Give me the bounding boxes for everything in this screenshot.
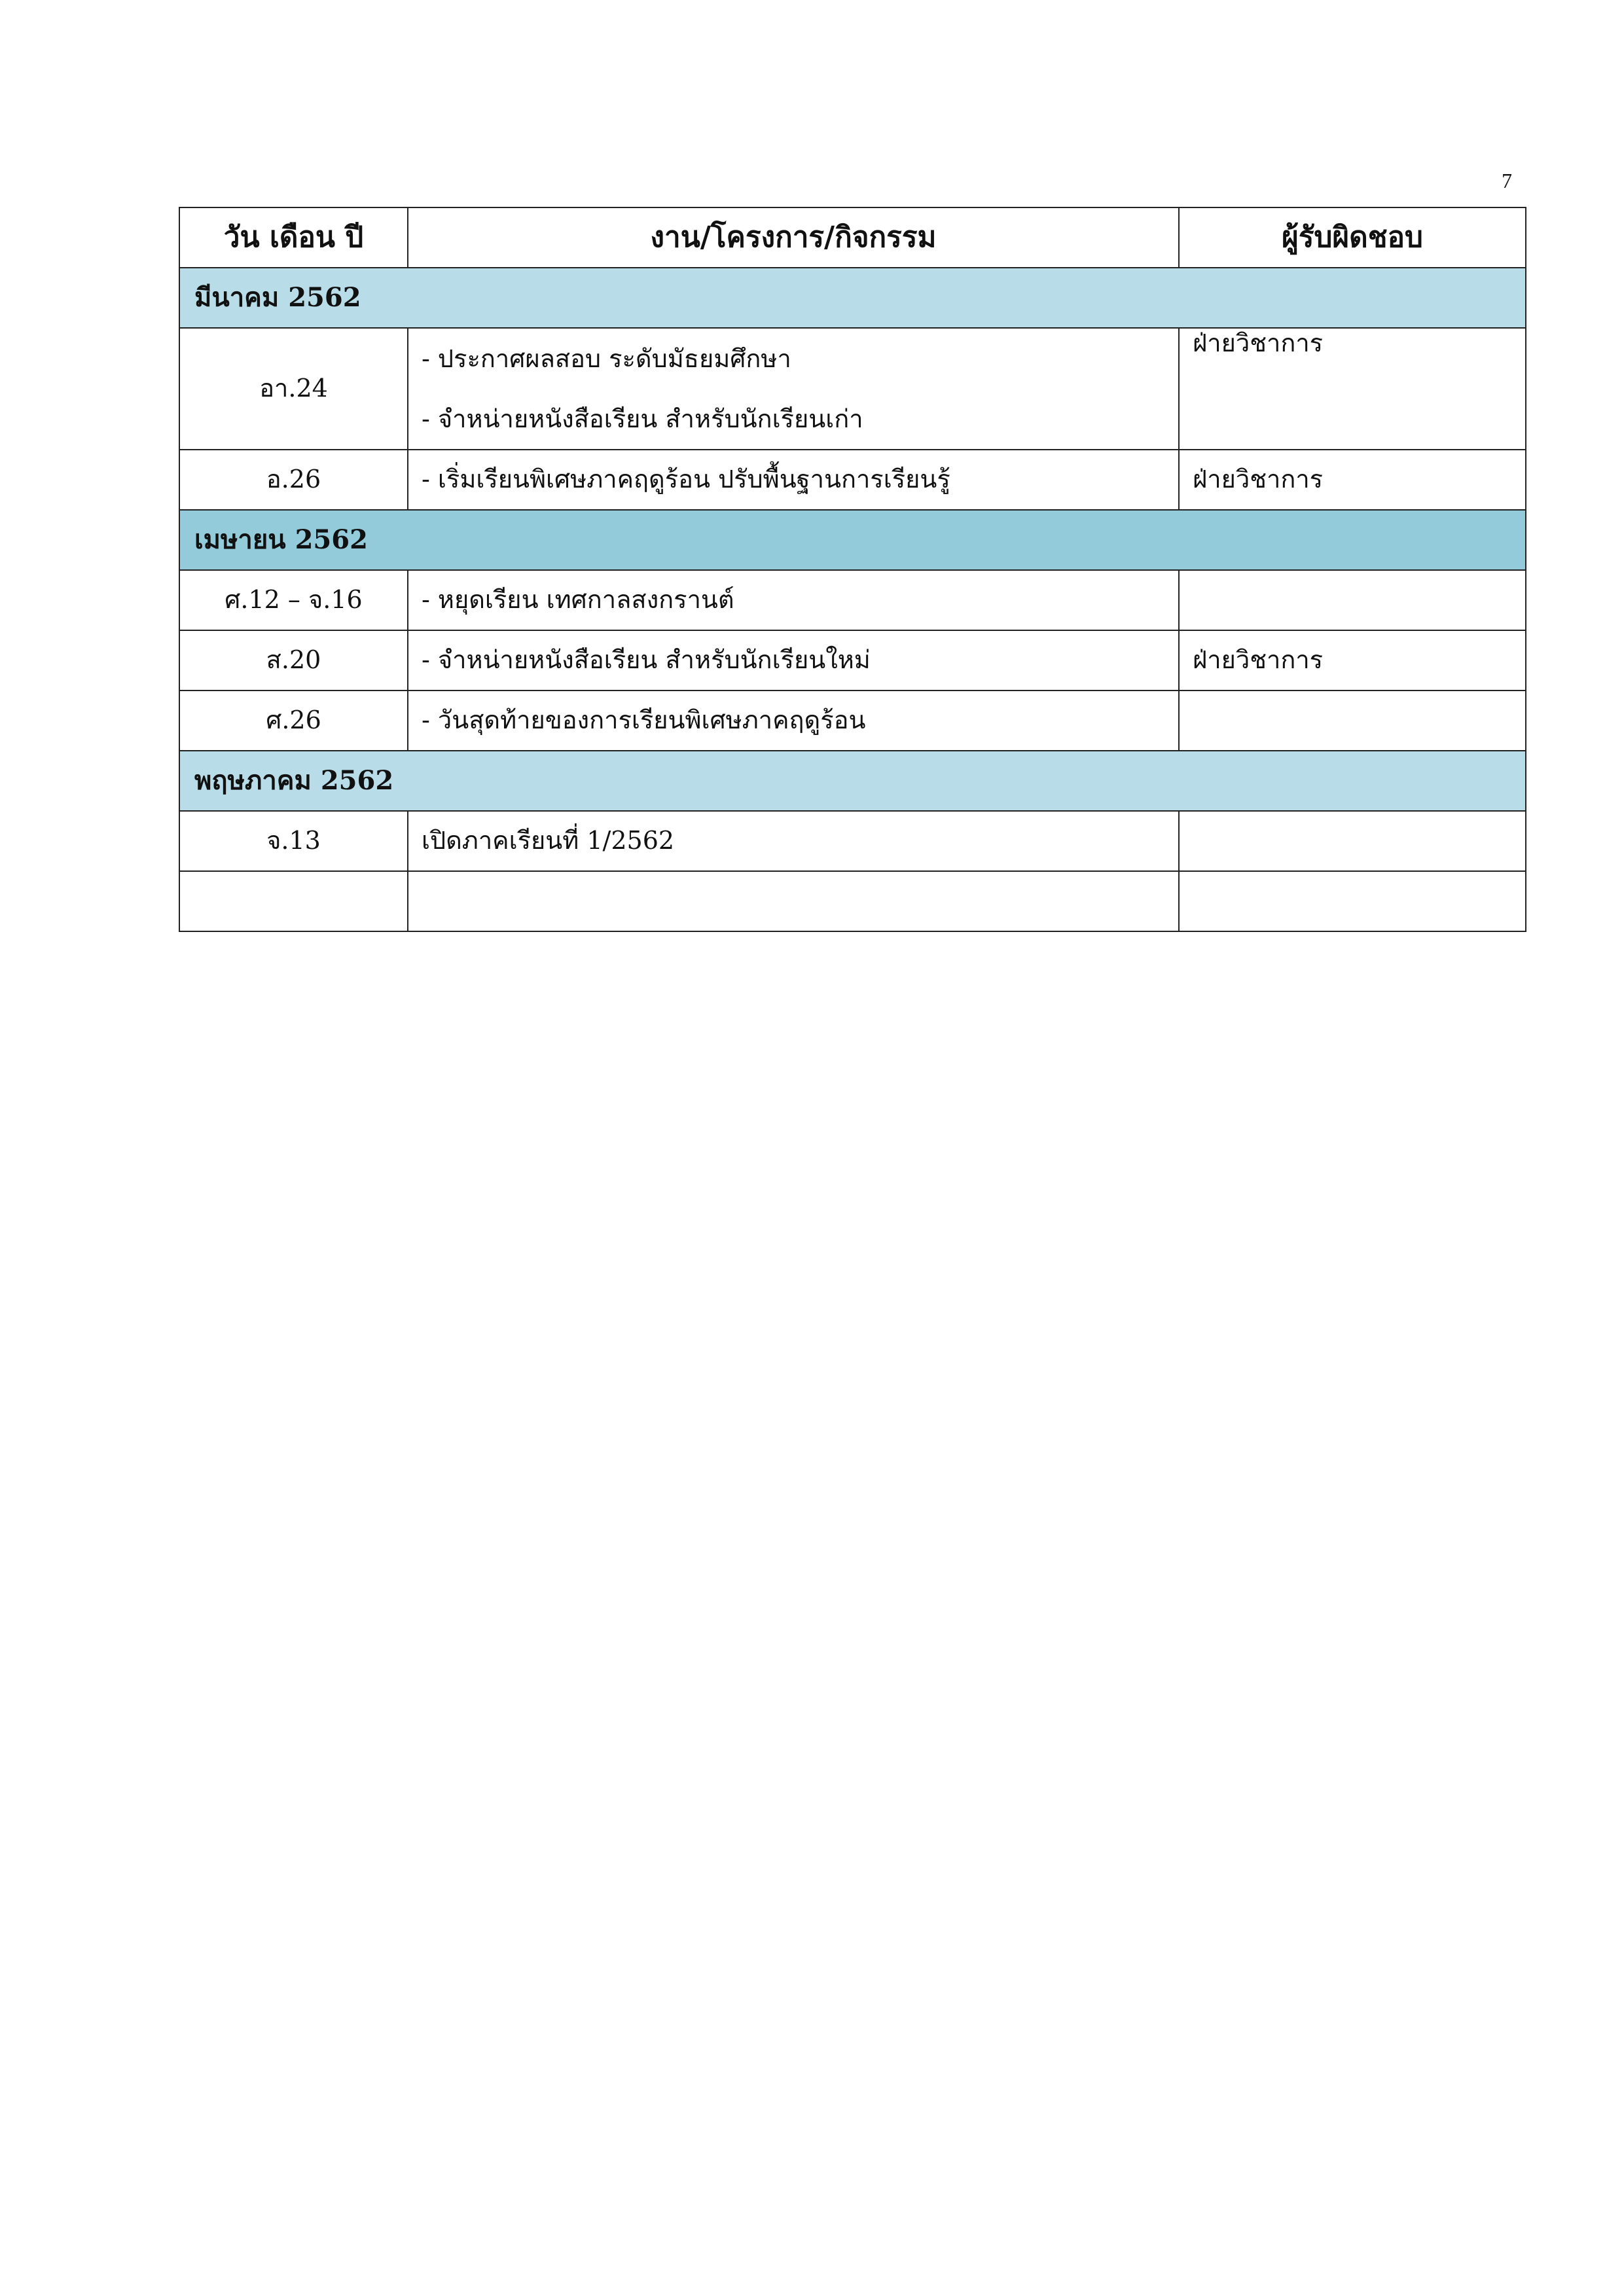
header-owner: ผู้รับผิดชอบ — [1179, 207, 1526, 268]
activity-schedule-table — [179, 207, 1526, 932]
date-cell: ศ.12 – จ.16 — [179, 570, 408, 630]
owner-cell — [1179, 570, 1526, 630]
table-row — [179, 691, 1526, 751]
month-row-may — [179, 751, 1526, 811]
task-cell: - เริ่มเรียนพิเศษภาคฤดูร้อน ปรับพื้นฐานการเรียนรู้ — [408, 450, 1179, 510]
month-label: มีนาคม 2562 — [179, 268, 1526, 328]
task-cell: เปิดภาคเรียนที่ 1/2562 — [408, 811, 1179, 871]
header-task: งาน/โครงการ/กิจกรรม — [408, 207, 1179, 268]
table-row — [179, 630, 1526, 691]
task-cell — [408, 871, 1179, 931]
month-row-march — [179, 268, 1526, 328]
month-label: พฤษภาคม 2562 — [179, 751, 1526, 811]
task-cell: - วันสุดท้ายของการเรียนพิเศษภาคฤดูร้อน — [408, 691, 1179, 751]
date-cell: อา.24 — [179, 328, 408, 450]
task-cell: - จำหน่ายหนังสือเรียน สำหรับนักเรียนใหม่ — [408, 630, 1179, 691]
table-row — [179, 450, 1526, 510]
table-row — [179, 570, 1526, 630]
month-row-april — [179, 510, 1526, 570]
owner-cell: ฝ่ายวิชาการ — [1179, 450, 1526, 510]
header-date: วัน เดือน ปี — [179, 207, 408, 268]
page-number: 7 — [1502, 169, 1512, 192]
table-row — [179, 328, 1526, 450]
task-cell: - หยุดเรียน เทศกาลสงกรานต์ — [408, 570, 1179, 630]
date-cell: อ.26 — [179, 450, 408, 510]
table-header-row — [179, 207, 1526, 268]
owner-cell — [1179, 691, 1526, 751]
task-line: - ประกาศผลสอบ ระดับมัธยมศึกษา — [422, 344, 791, 373]
table-row — [179, 811, 1526, 871]
date-cell: จ.13 — [179, 811, 408, 871]
owner-cell — [1179, 811, 1526, 871]
task-line: - จำหน่ายหนังสือเรียน สำหรับนักเรียนเก่า — [422, 404, 863, 433]
date-cell: ส.20 — [179, 630, 408, 691]
date-cell: ศ.26 — [179, 691, 408, 751]
owner-cell — [1179, 871, 1526, 931]
owner-cell: ฝ่ายวิชาการ — [1179, 630, 1526, 691]
month-label: เมษายน 2562 — [179, 510, 1526, 570]
table-row — [179, 871, 1526, 931]
date-cell — [179, 871, 408, 931]
owner-cell: ฝ่ายวิชาการ — [1179, 328, 1526, 450]
task-cell — [408, 328, 1179, 450]
